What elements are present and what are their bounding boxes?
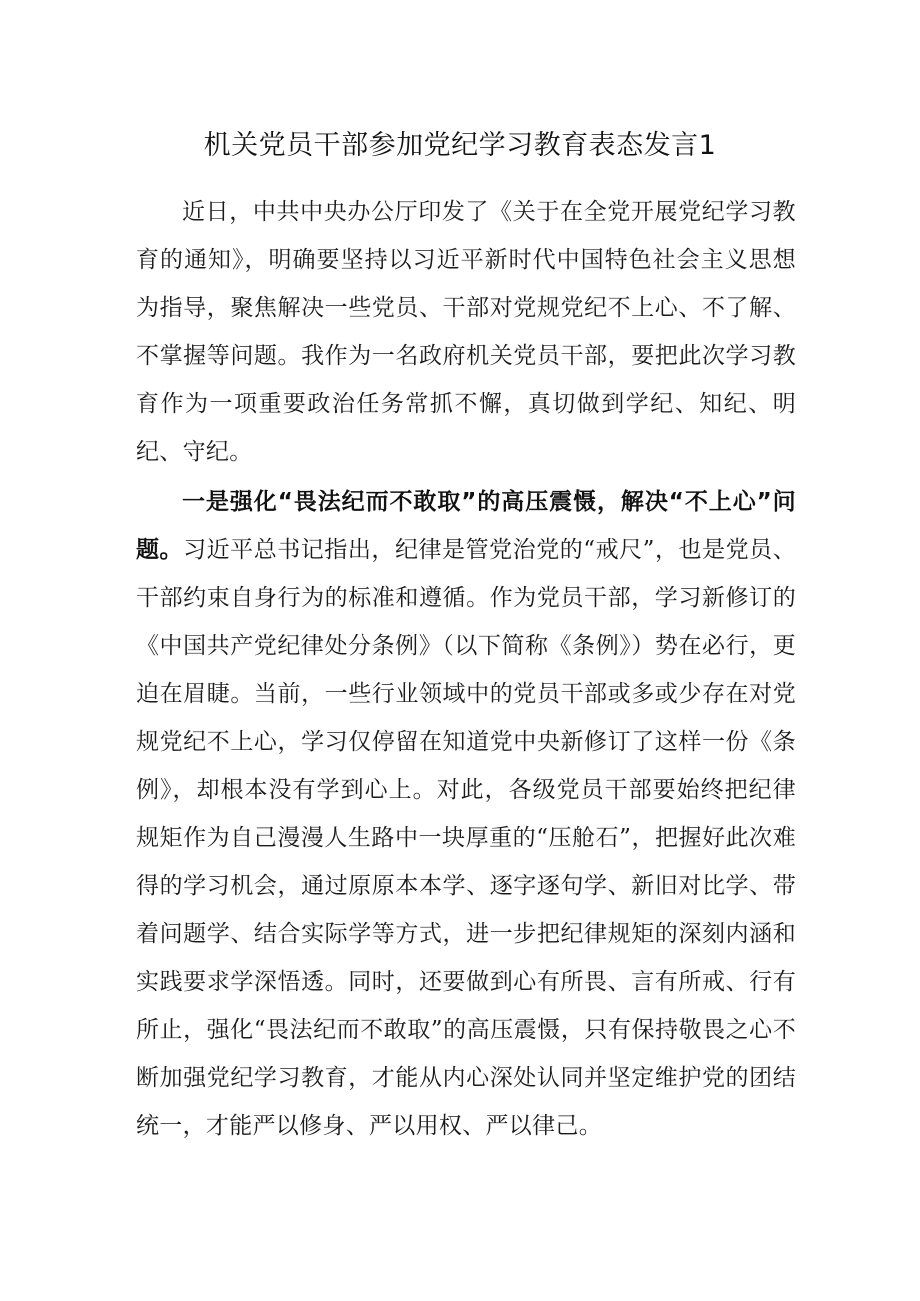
paragraph-point-one (136, 478, 796, 1150)
document-title: 机关党员干部参加党纪学习教育表态发言1 (203, 130, 717, 161)
paragraph-point-one-body: 习近平总书记指出，纪律是管党治党的“戒尺”，也是党员、干部约束自身行为的标准和遵循。作为党员干部，学习新修订的《中国共产党纪律处分条例》（以下简称《条例》）势在必行，更迫在眉睫。当前，一些行业领域中的党员干部或多或少存在对党规党纪不上心，学习仅停留在知道党中央新修订了这样一份《条例》，却根本没有学到心上。对此，各级党员干部要始终把纪律规矩作为自己漫漫人生路中一块厚重的“压舱石”，把握好此次难得的学习机会，通过原原本本学、逐字逐句学、新旧对比学、带着问题学、结合实际学等方式，进一步把纪律规矩的深刻内涵和实践要求学深悟透。同时，还要做到心有所畏、言有所戒、行有所止，强化“畏法纪而不敢取”的高压震慑，只有保持敬畏之心不断加强党纪学习教育，才能从内心深处认同并坚定维护党的团结统一，才能严以修身、严以用权、严以律己。 (136, 537, 796, 1139)
paragraph-intro: 近日，中共中央办公厅印发了《关于在全党开展党纪学习教育的通知》，明确要坚持以习近平新时代中国特色社会主义思想为指导，聚焦解决一些党员、干部对党规党纪不上心、不了解、不掌握等问题。我作为一名政府机关党员干部，要把此次学习教育作为一项重要政治任务常抓不懈，真切做到学纪、知纪、明纪、守纪。 (136, 199, 796, 465)
document-body (136, 188, 796, 1152)
paragraph-point-one-heading: 一是强化“畏法纪而不敢取”的高压震慑，解决“不上心”问题。 (136, 489, 796, 563)
